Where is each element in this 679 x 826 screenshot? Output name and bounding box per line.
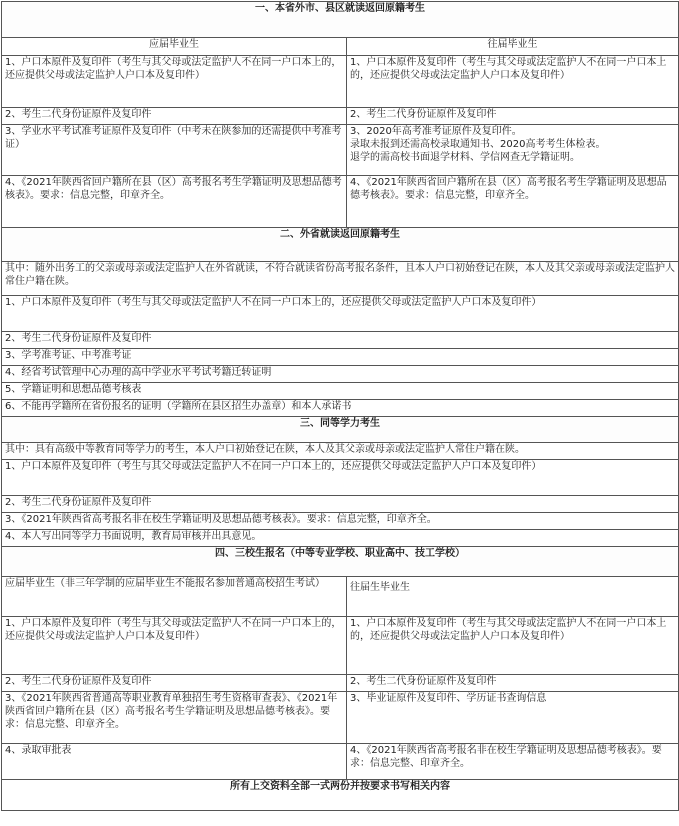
s1-col-fresh-graduates: 应届毕业生 — [2, 38, 347, 56]
s4-col-past-graduates: 往届生毕业生 — [347, 577, 679, 617]
s4-row4-fresh: 4、录取审批表 — [2, 744, 347, 780]
s4-row1-past: 1、户口本原件及复印件（考生与其父母或法定监护人不在同一户口本上的，还应提供父母或法定监护人户口本及复印件） — [347, 617, 679, 675]
s3-item-2: 2、考生二代身份证原件及复印件 — [2, 496, 679, 513]
footer-note: 所有上交资料全部一式两份并按要求书写相关内容 — [2, 780, 679, 811]
section-2-title: 二、外省就读返回原籍考生 — [2, 228, 679, 262]
section-1-title: 一、本省外市、县区就读返回原籍考生 — [2, 2, 679, 38]
s2-item-5: 5、学籍证明和思想品德考核表 — [2, 383, 679, 400]
s3-item-4: 4、本人写出同等学力书面说明，教育局审核并出具意见。 — [2, 530, 679, 547]
s1-row2-past: 2、考生二代身份证原件及复印件 — [347, 108, 679, 125]
s2-item-1: 1、户口本原件及复印件（考生与其父母或法定监护人不在同一户口本上的，还应提供父母或法定监护人户口本及复印件） — [2, 296, 679, 332]
s4-row1-fresh: 1、户口本原件及复印件（考生与其父母或法定监护人不在同一户口本上的，还应提供父母或法定监护人户口本及复印件） — [2, 617, 347, 675]
s1-row3-past: 3、2020年高考准考证原件及复印件。 录取未报到还需高校录取通知书、2020高考考生体检表。 退学的需高校书面退学材料、学信网查无学籍证明。 — [347, 125, 679, 176]
s2-item-6: 6、不能再学籍所在省份报名的证明（学籍所在县区招生办盖章）和本人承诺书 — [2, 400, 679, 417]
requirements-table — [1, 1, 679, 811]
s2-item-2: 2、考生二代身份证原件及复印件 — [2, 332, 679, 349]
s3-note: 其中：具有高级中等教育同等学力的考生，本人户口初始登记在陕，本人及其父亲或母亲或法定监护人常住户籍在陕。 — [2, 443, 679, 460]
s3-item-1: 1、户口本原件及复印件（考生与其父母或法定监护人不在同一户口本上的，还应提供父母或法定监护人户口本及复印件） — [2, 460, 679, 496]
s4-row2-fresh: 2、考生二代身份证原件及复印件 — [2, 675, 347, 692]
section-4-title: 四、三校生报名（中等专业学校、职业高中、技工学校） — [2, 547, 679, 577]
s1-row4-fresh: 4、《2021年陕西省回户籍所在县（区）高考报名考生学籍证明及思想品德考核表》。要求：信息完整，印章齐全。 — [2, 176, 347, 228]
s1-row4-past: 4、《2021年陕西省回户籍所在县（区）高考报名考生学籍证明及思想品德考核表》。要求：信息完整，印章齐全。 — [347, 176, 679, 228]
s2-note: 其中：随外出务工的父亲或母亲或法定监护人在外省就读，不符合就读省份高考报名条件，且本人户口初始登记在陕，本人及其父亲或母亲或法定监护人常住户籍在陕。 — [2, 262, 679, 296]
s1-row1-past: 1、户口本原件及复印件（考生与其父母或法定监护人不在同一户口本上的，还应提供父母或法定监护人户口本及复印件） — [347, 56, 679, 108]
s1-row2-fresh: 2、考生二代身份证原件及复印件 — [2, 108, 347, 125]
s1-col-past-graduates: 往届毕业生 — [347, 38, 679, 56]
s2-item-4: 4、经省考试管理中心办理的高中学业水平考试考籍迁转证明 — [2, 366, 679, 383]
s1-row3-fresh: 3、学业水平考试准考证原件及复印件（中考未在陕参加的还需提供中考准考证） — [2, 125, 347, 176]
s4-row2-past: 2、考生二代身份证原件及复印件 — [347, 675, 679, 692]
s4-col-fresh-graduates: 应届毕业生（非三年学制的应届毕业生不能报名参加普通高校招生考试） — [2, 577, 347, 617]
s4-row4-past: 4、《2021年陕西省高考报名非在校生学籍证明及思想品德考核表》。要求：信息完整、印章齐全。 — [347, 744, 679, 780]
s4-row3-past: 3、毕业证原件及复印件、学历证书查询信息 — [347, 692, 679, 744]
s4-row3-fresh: 3、《2021年陕西省普通高等职业教育单独招生考生资格审查表》、《2021年陕西省回户籍所在县（区）高考报名考生学籍证明及思想品德考核表》。要求：信息完整、印章齐全。 — [2, 692, 347, 744]
s1-row1-fresh: 1、户口本原件及复印件（考生与其父母或法定监护人不在同一户口本上的，还应提供父母或法定监护人户口本及复印件） — [2, 56, 347, 108]
s3-item-3: 3、《2021年陕西省高考报名非在校生学籍证明及思想品德考核表》。要求：信息完整，印章齐全。 — [2, 513, 679, 530]
s2-item-3: 3、学考准考证、中考准考证 — [2, 349, 679, 366]
section-3-title: 三、同等学力考生 — [2, 417, 679, 443]
